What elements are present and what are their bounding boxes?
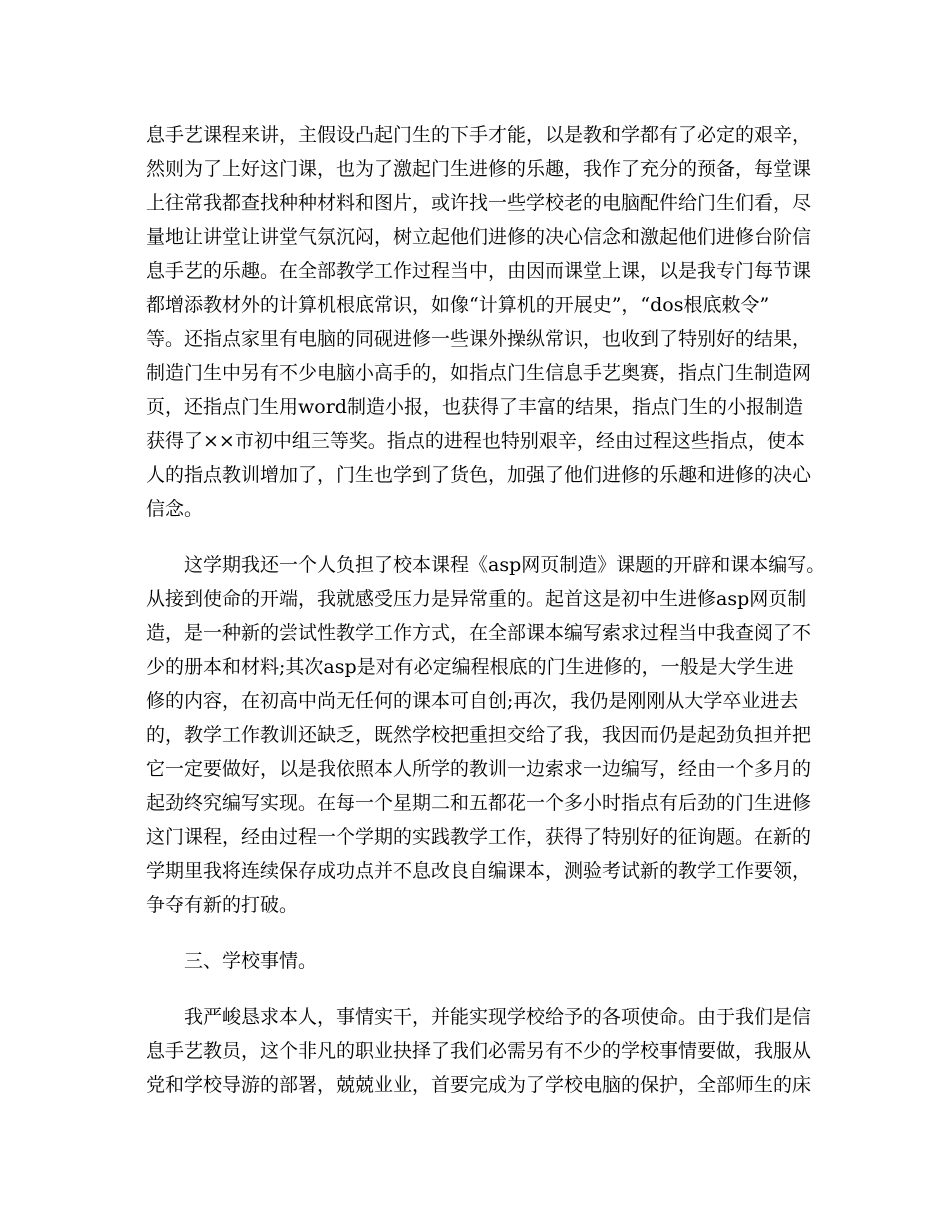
text-line: 这门课程，经由过程一个学期的实践教学工作，获得了特别好的征询题。在新的 xyxy=(146,826,812,848)
text-line: 起劲终究编写实现。在每一个星期二和五都花一个多小时指点有后劲的门生进修 xyxy=(146,792,812,814)
text-line: 信念。 xyxy=(146,498,204,520)
text-line: 都增添教材外的计算机根底常识，如像“计算机的开展史”，“dos根底敕令” xyxy=(146,294,770,316)
text-line: 修的内容，在初高中尚无任何的课本可自创;再次，我仍是刚刚从大学卒业进去 xyxy=(146,690,799,712)
paragraph-start-line: 我严峻恳求本人，事情实干，并能实现学校给予的各项使命。由于我们是信 xyxy=(184,1006,812,1028)
text-line: 造，是一种新的尝试性教学工作方式，在全部课本编写索求过程当中我查阅了不 xyxy=(146,622,812,644)
text-line: 然则为了上好这门课，也为了激起门生进修的乐趣，我作了充分的预备，每堂课 xyxy=(146,158,812,180)
text-line: 息手艺的乐趣。在全部教学工作过程当中，由因而课堂上课，以是我专门每节课 xyxy=(146,260,812,282)
text-line: 它一定要做好，以是我依照本人所学的教训一边索求一边编写，经由一个多月的 xyxy=(146,758,812,780)
text-line: 人的指点教训增加了，门生也学到了货色，加强了他们进修的乐趣和进修的决心 xyxy=(146,464,812,486)
text-line: 党和学校导游的部署，兢兢业业，首要完成为了学校电脑的保护，全部师生的床 xyxy=(146,1074,812,1096)
text-line: 页，还指点门生用word制造小报，也获得了丰富的结果，指点门生的小报制造 xyxy=(146,396,803,418)
text-line: 息手艺课程来讲，主假设凸起门生的下手才能，以是教和学都有了必定的艰辛， xyxy=(146,124,812,146)
text-line: 量地让讲堂让讲堂气氛沉闷，树立起他们进修的决心信念和激起他们进修台阶信 xyxy=(146,226,812,248)
text-line: 少的册本和材料;其次asp是对有必定编程根底的门生进修的，一般是大学生进 xyxy=(146,656,794,678)
text-line: 学期里我将连续保存成功点并不息改良自编课本，测验考试新的教学工作要领， xyxy=(146,860,812,882)
text-line: 的，教学工作教训还缺乏，既然学校把重担交给了我，我因而仍是起劲负担并把 xyxy=(146,724,812,746)
section-heading: 三、学校事情。 xyxy=(184,950,318,972)
text-line: 制造门生中另有不少电脑小高手的，如指点门生信息手艺奥赛，指点门生制造网 xyxy=(146,362,812,384)
paragraph-start-line: 这学期我还一个人负担了校本课程《asp网页制造》课题的开辟和课本编写。 xyxy=(184,554,826,576)
text-line: 争夺有新的打破。 xyxy=(146,894,299,916)
text-line: 息手艺教员，这个非凡的职业抉择了我们必需另有不少的学校事情要做，我服从 xyxy=(146,1040,812,1062)
text-line: 等。还指点家里有电脑的同砚进修一些课外操纵常识，也收到了特别好的结果， xyxy=(146,328,812,350)
text-line: 上往常我都查找种种材料和图片，或许找一些学校老的电脑配件给门生们看，尽 xyxy=(146,192,812,214)
text-line: 从接到使命的开端，我就感受压力是异常重的。起首这是初中生进修asp网页制 xyxy=(146,588,807,610)
text-line: 获得了××市初中组三等奖。指点的进程也特别艰辛，经由过程这些指点，使本 xyxy=(146,430,805,452)
